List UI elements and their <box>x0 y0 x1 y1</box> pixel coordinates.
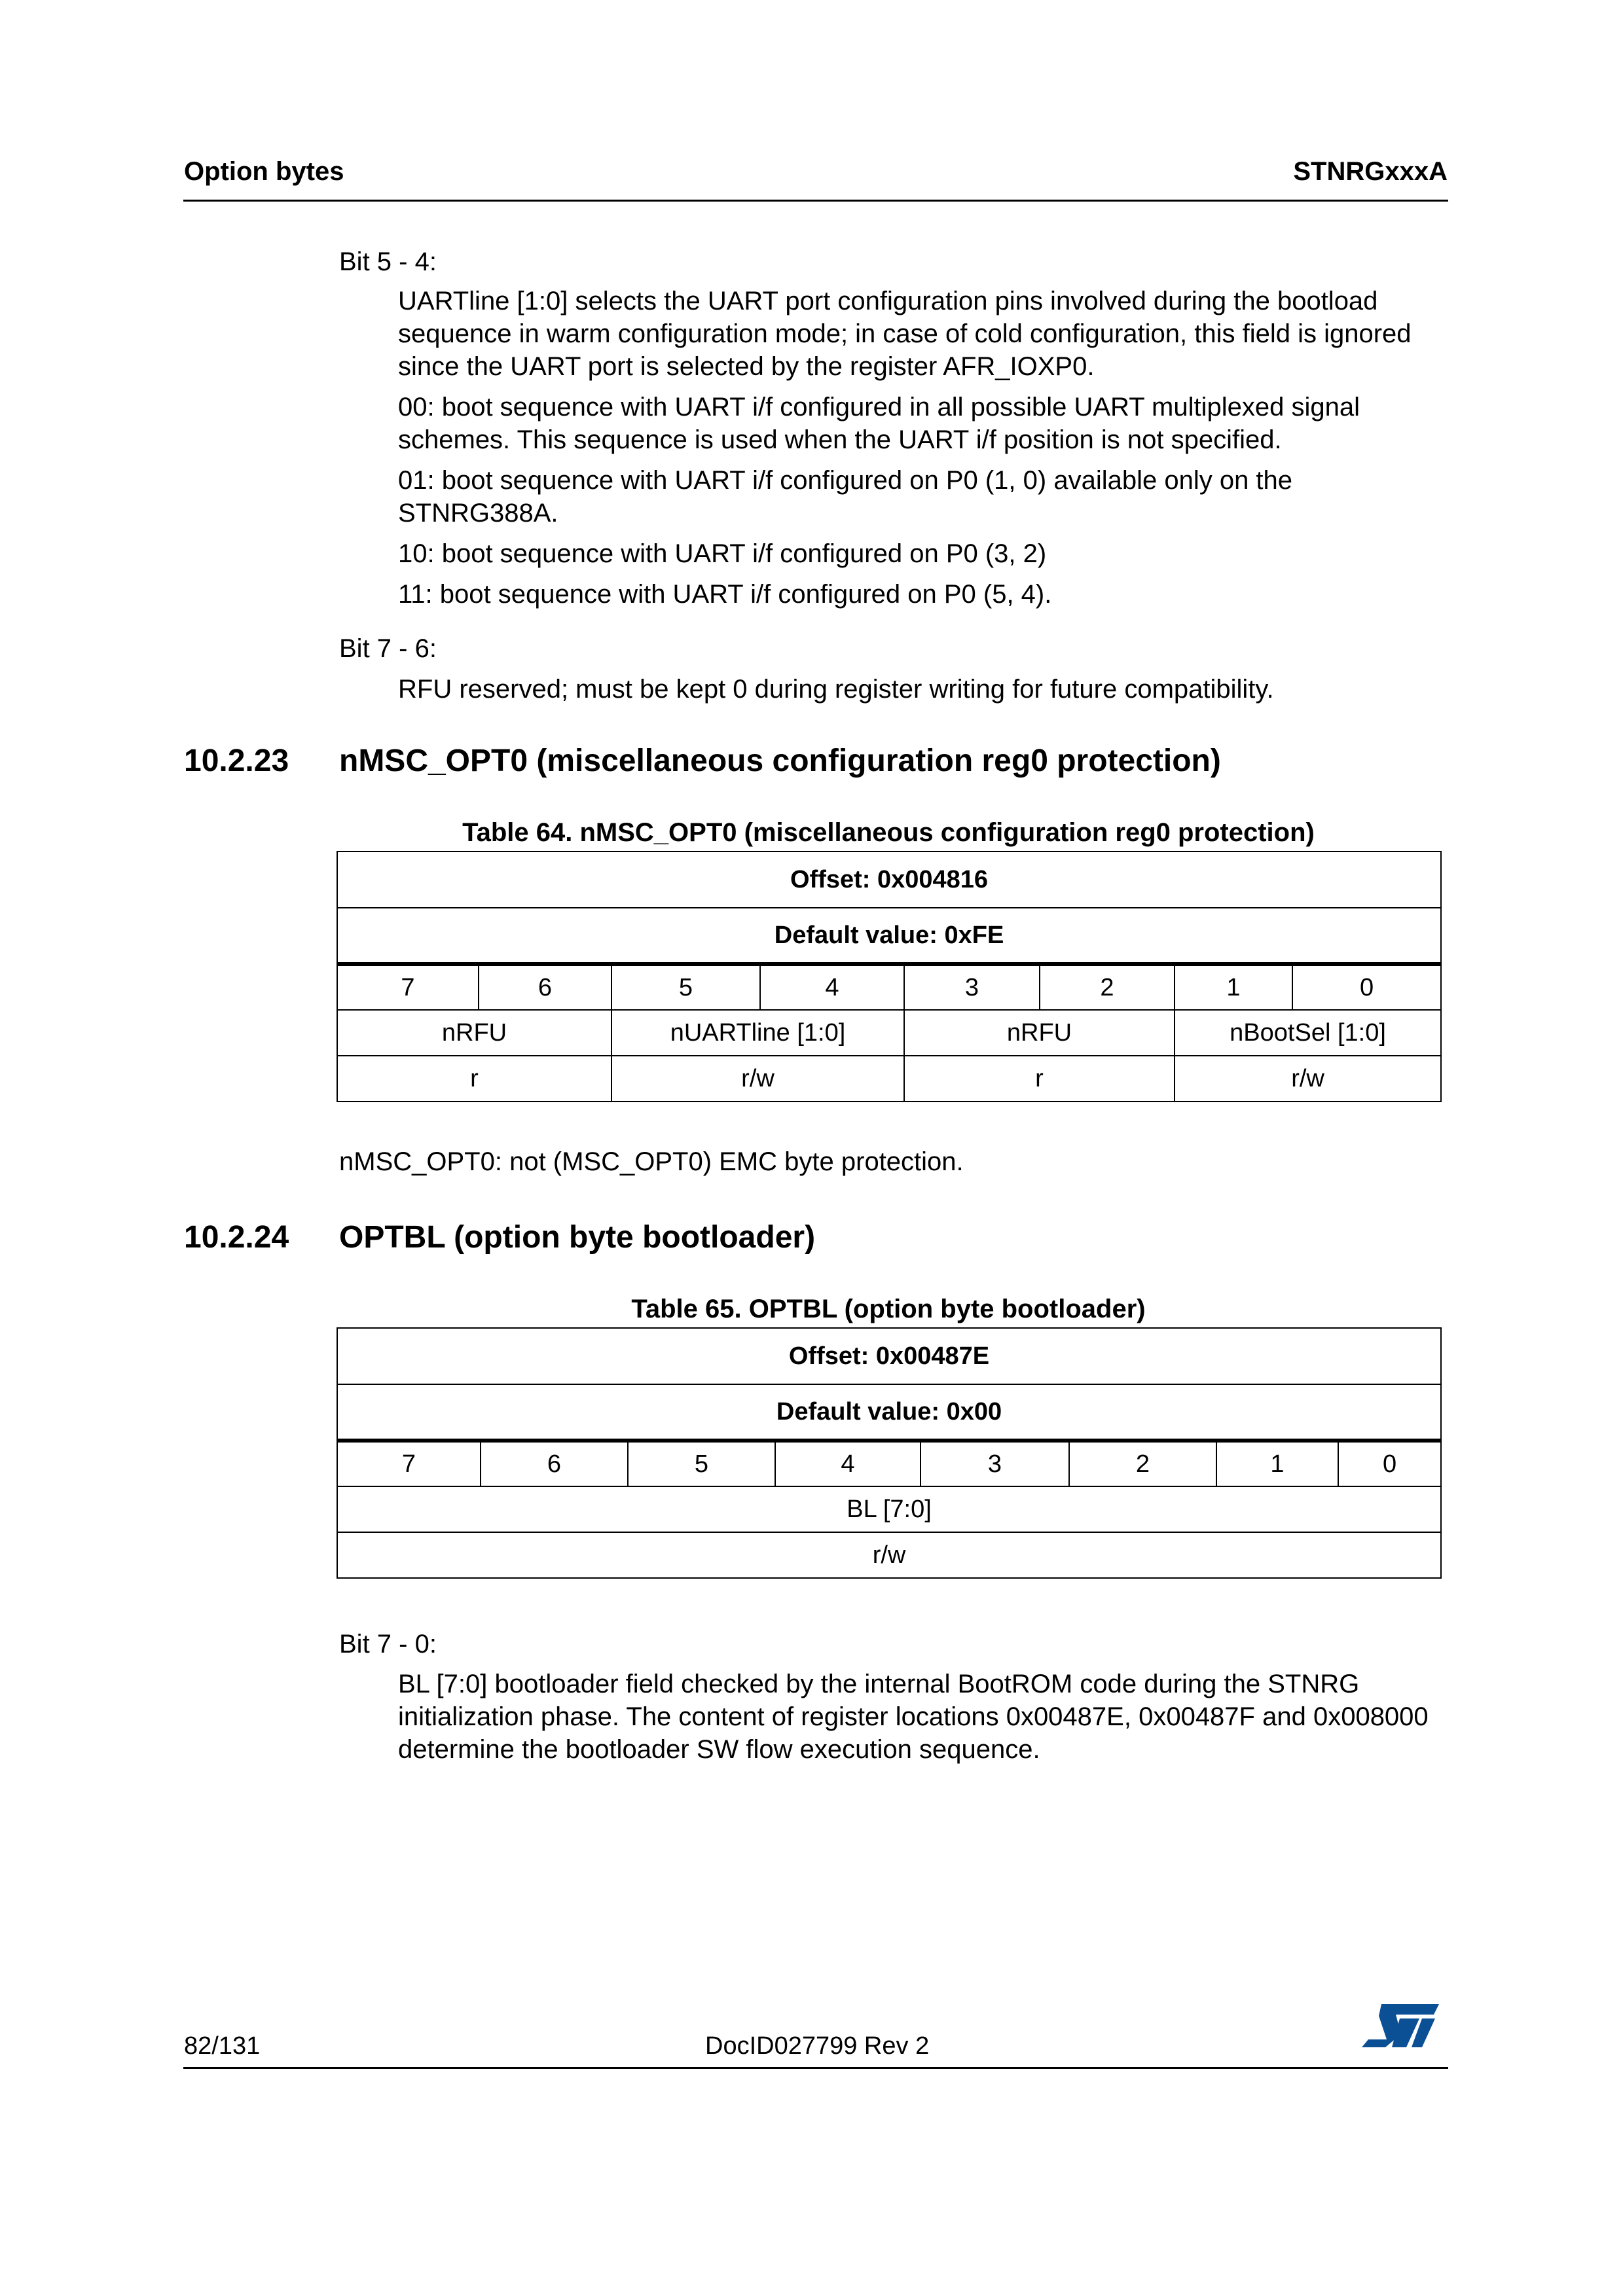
bit-5-4-paragraph: 00: boot sequence with UART i/f configured in all possible UART multiplexed signal schemes. This sequence is used when the UART i/f position is not specified. <box>398 393 1360 454</box>
field-name: BL [7:0] <box>337 1486 1441 1532</box>
table-65-caption: Table 65. OPTBL (option byte bootloader) <box>631 1295 1146 1323</box>
st-logo-icon <box>1362 2003 1440 2049</box>
footer-rule <box>183 2067 1448 2069</box>
bit-number: 6 <box>481 1441 628 1486</box>
table-64-note: nMSC_OPT0: not (MSC_OPT0) EMC byte protection. <box>339 1147 964 1176</box>
bit-5-4-description <box>398 285 1459 619</box>
field-access: r/w <box>1175 1056 1441 1102</box>
table-64-offset: Offset: 0x004816 <box>337 852 1441 908</box>
bit-number: 5 <box>628 1441 775 1486</box>
bit-5-4-paragraph: 10: boot sequence with UART i/f configured on P0 (3, 2) <box>398 539 1047 568</box>
table-65-register <box>337 1327 1442 1579</box>
table-64-register <box>337 851 1442 1102</box>
bit-number: 3 <box>921 1441 1069 1486</box>
field-name: nBootSel [1:0] <box>1175 1010 1441 1056</box>
bit-7-6-paragraph: RFU reserved; must be kept 0 during register writing for future compatibility. <box>398 675 1274 704</box>
field-name: nRFU <box>337 1010 611 1056</box>
field-access: r <box>904 1056 1175 1102</box>
bit-number: 3 <box>904 964 1040 1010</box>
field-access: r/w <box>337 1532 1441 1578</box>
bit-number: 2 <box>1040 964 1175 1010</box>
bit-number: 7 <box>337 1441 481 1486</box>
field-name: nUARTline [1:0] <box>611 1010 904 1056</box>
header-product-name: STNRGxxxA <box>1293 157 1448 186</box>
footer-page-number: 82/131 <box>184 2032 261 2060</box>
field-access: r <box>337 1056 611 1102</box>
bit-number: 1 <box>1216 1441 1338 1486</box>
bit-number: 2 <box>1069 1441 1216 1486</box>
bit-7-0-paragraph: BL [7:0] bootloader field checked by the internal BootROM code during the STNRG initialization phase. The content of register locations 0x00487E, 0x00487F and 0x008000 determine the bootloader SW flow execution sequence. <box>398 1670 1429 1764</box>
section-title: nMSC_OPT0 (miscellaneous configuration reg0 protection) <box>339 744 1221 778</box>
bit-number: 4 <box>760 964 904 1010</box>
section-number: 10.2.23 <box>184 744 289 778</box>
bit-number: 7 <box>337 964 479 1010</box>
bit-number: 5 <box>611 964 760 1010</box>
bit-7-0-label: Bit 7 - 0: <box>339 1630 437 1659</box>
bit-5-4-paragraph: 01: boot sequence with UART i/f configured on P0 (1, 0) available only on the STNRG388A. <box>398 466 1293 528</box>
footer-doc-id: DocID027799 Rev 2 <box>705 2032 930 2060</box>
bit-number: 1 <box>1175 964 1292 1010</box>
header-rule <box>183 200 1448 202</box>
bit-number: 0 <box>1292 964 1441 1010</box>
table-64-caption: Table 64. nMSC_OPT0 (miscellaneous configuration reg0 protection) <box>462 818 1315 847</box>
bit-number: 4 <box>775 1441 921 1486</box>
field-name: nRFU <box>904 1010 1175 1056</box>
section-number: 10.2.24 <box>184 1220 289 1255</box>
bit-7-6-description <box>398 673 1459 713</box>
bit-5-4-paragraph: UARTline [1:0] selects the UART port configuration pins involved during the bootload sequence in warm configuration mode; in case of cold configuration, this field is ignored since the UART port is selected by the register AFR_IOXP0. <box>398 287 1412 381</box>
table-64-default-value: Default value: 0xFE <box>337 908 1441 964</box>
bit-number: 6 <box>479 964 611 1010</box>
bit-5-4-paragraph: 11: boot sequence with UART i/f configured on P0 (5, 4). <box>398 580 1052 609</box>
table-65-default-value: Default value: 0x00 <box>337 1384 1441 1441</box>
bit-7-0-description <box>398 1668 1459 1774</box>
bit-7-6-label: Bit 7 - 6: <box>339 634 437 663</box>
table-65-offset: Offset: 0x00487E <box>337 1328 1441 1384</box>
field-access: r/w <box>611 1056 904 1102</box>
header-section-title: Option bytes <box>184 157 344 186</box>
bit-number: 0 <box>1338 1441 1441 1486</box>
bit-5-4-label: Bit 5 - 4: <box>339 247 437 276</box>
section-title: OPTBL (option byte bootloader) <box>339 1220 816 1255</box>
